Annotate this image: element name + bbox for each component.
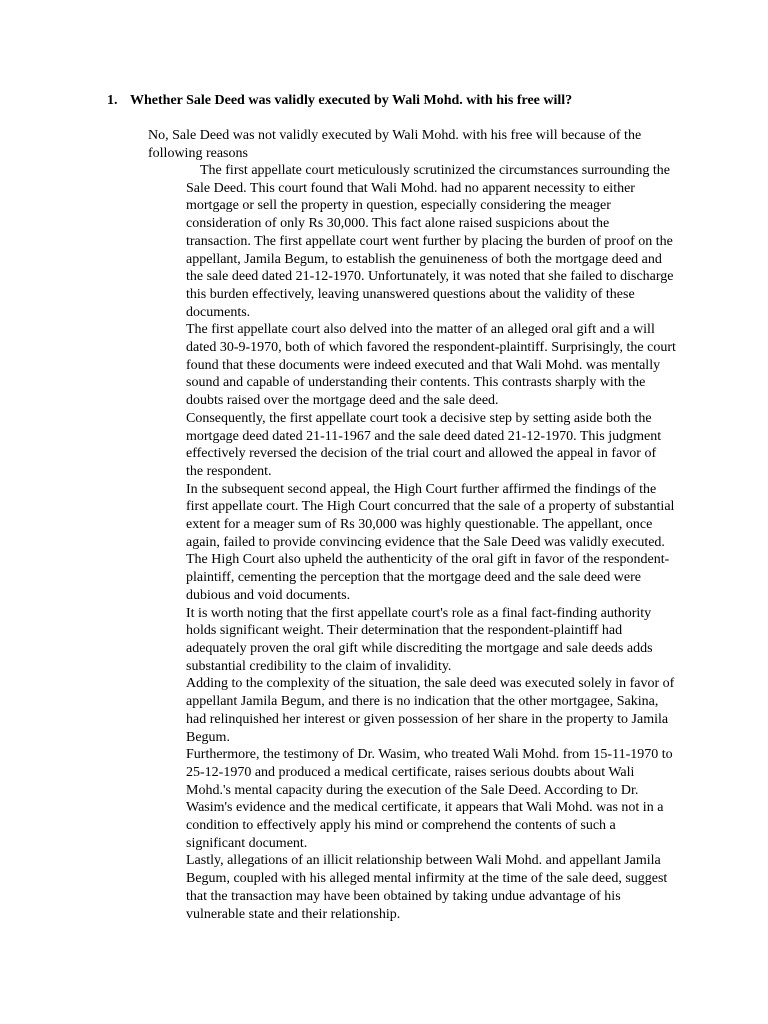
reasons-body <box>186 162 676 923</box>
paragraph-2: The first appellate court also delved into the matter of an alleged oral gift and a will dated 30-9-1970, both of which favored the respondent-plaintiff. Surprisingly, the court found that these documents were indeed executed and that Wali Mohd. was mentally sound and capable of understanding their contents. This contrasts sharply with the doubts raised over the mortgage deed and the sale deed. <box>186 322 676 409</box>
question-number: 1. <box>107 93 118 108</box>
paragraph-8: Lastly, allegations of an illicit relationship between Wali Mohd. and appellant Jamila Begum, coupled with his alleged mental infirmity at the time of the sale deed, suggest that the transaction may have been obtained by taking undue advantage of his vulnerable state and their relationship. <box>186 853 668 922</box>
paragraph-1: The first appellate court meticulously scrutinized the circumstances surrounding the Sale Deed. This court found that Wali Mohd. had no apparent necessity to either mortgage or sell the property in question, especially considering the meager consideration of only Rs 30,000. This fact alone raised suspicions about the transaction. The first appellate court went further by placing the burden of proof on the appellant, Jamila Begum, to establish the genuineness of both the mortgage deed and the sale deed dated 21-12-1970. Unfortunately, it was noted that she failed to discharge this burden effectively, leaving unanswered questions about the validity of these documents. <box>186 163 674 320</box>
question-heading <box>107 92 707 110</box>
answer-intro: No, Sale Deed was not validly executed by Wali Mohd. with his free will because of the following reasons <box>148 128 642 161</box>
paragraph-3: Consequently, the first appellate court took a decisive step by setting aside both the mortgage deed dated 21-11-1967 and the sale deed dated 21-12-1970. This judgment effectively reversed the decision of the trial court and allowed the appeal in favor of the respondent. <box>186 410 662 479</box>
paragraph-7: Furthermore, the testimony of Dr. Wasim, who treated Wali Mohd. from 15-11-1970 to 25-12-1970 and produced a medical certificate, raises serious doubts about Wali Mohd.'s mental capacity during the execution of the Sale Deed. According to Dr. Wasim's evidence and the medical certificate, it appears that Wali Mohd. was not in a condition to effectively apply his mind or comprehend the contents of such a significant document. <box>186 747 673 851</box>
paragraph-4: In the subsequent second appeal, the High Court further affirmed the findings of the first appellate court. The High Court concurred that the sale of a property of substantial extent for a meager sum of Rs 30,000 was highly questionable. The appellant, once again, failed to provide convincing evidence that the Sale Deed was validly executed. The High Court also upheld the authenticity of the oral gift in favor of the respondent-plaintiff, cementing the perception that the mortgage deed and the sale deed were dubious and void documents. <box>186 481 675 603</box>
question-title: Whether Sale Deed was validly executed by Wali Mohd. with his free will? <box>130 93 573 108</box>
paragraph-6: Adding to the complexity of the situation, the sale deed was executed solely in favor of appellant Jamila Begum, and there is no indication that the other mortgagee, Sakina, had relinquished her interest or given possession of her share in the property to Jamila Begum. <box>186 676 675 745</box>
paragraph-5: It is worth noting that the first appellate court's role as a final fact-finding authority holds significant weight. Their determination that the respondent-plaintiff had adequately proven the oral gift while discrediting the mortgage and sale deeds adds substantial credibility to the claim of invalidity. <box>186 605 653 674</box>
